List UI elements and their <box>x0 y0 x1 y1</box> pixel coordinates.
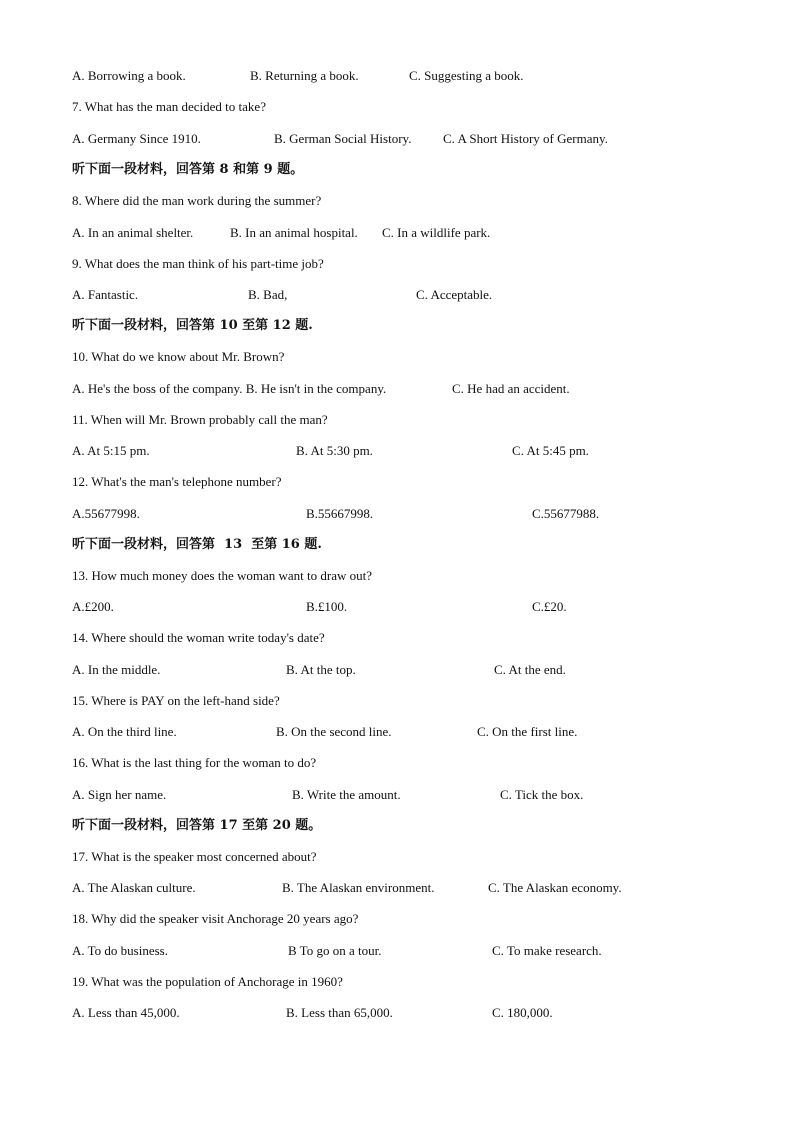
option-b: B. On the second line. <box>276 724 392 739</box>
question-12: 12. What's the man's telephone number? <box>72 474 282 489</box>
option-a: A. On the third line. <box>72 724 177 739</box>
question-8: 8. Where did the man work during the summer? <box>72 193 322 208</box>
option-a: A. Sign her name. <box>72 787 167 802</box>
option-c: C. A Short History of Germany. <box>443 131 608 146</box>
section-heading: 听下面一段材料，回答第 13 至第 16 题. <box>72 537 322 552</box>
option-b: B. Write the amount. <box>292 787 401 802</box>
question-19: 19. What was the population of Anchorage in 1960? <box>72 974 343 989</box>
option-c: C.55677988. <box>532 506 600 521</box>
section-heading: 听下面一段材料，回答第 17 至第 20 题。 <box>72 818 322 833</box>
question-17: 17. What is the speaker most concerned about? <box>72 849 317 864</box>
question-14: 14. Where should the woman write today's date? <box>72 630 325 645</box>
question-7: 7. What has the man decided to take? <box>72 99 266 114</box>
option-b: B. In an animal hospital. <box>230 225 358 240</box>
option-b: B. At the top. <box>286 662 356 677</box>
option-b: B. Bad, <box>248 287 288 302</box>
option-a: A. In the middle. <box>72 662 161 677</box>
option-c: C. He had an accident. <box>452 381 570 396</box>
option-c: C. In a wildlife park. <box>382 225 491 240</box>
option-b: B. German Social History. <box>274 131 412 146</box>
option-b: B. Less than 65,000. <box>286 1005 393 1020</box>
option-c: C. At 5:45 pm. <box>512 443 589 458</box>
option-b: B. At 5:30 pm. <box>296 443 373 458</box>
option-b: B.£100. <box>306 599 348 614</box>
option-c: C.£20. <box>532 599 567 614</box>
option-a: A. In an animal shelter. <box>72 225 194 240</box>
option-c: C. Acceptable. <box>416 287 493 302</box>
question-18: 18. Why did the speaker visit Anchorage 20 years ago? <box>72 911 359 926</box>
option-a: A. Less than 45,000. <box>72 1005 180 1020</box>
question-9: 9. What does the man think of his part-time job? <box>72 256 324 271</box>
option-c: C. The Alaskan economy. <box>488 880 622 895</box>
option-b: B.55667998. <box>306 506 374 521</box>
section-heading: 听下面一段材料，回答第 8 和第 9 题。 <box>72 162 304 177</box>
question-13: 13. How much money does the woman want to draw out? <box>72 568 373 583</box>
option-a: A. Fantastic. <box>72 287 139 302</box>
option-b: B To go on a tour. <box>288 943 382 958</box>
question-15: 15. Where is PAY on the left-hand side? <box>72 693 280 708</box>
option-c: C. 180,000. <box>492 1005 553 1020</box>
option-c: C. At the end. <box>494 662 566 677</box>
option-a: A. At 5:15 pm. <box>72 443 150 458</box>
option-c: C. Tick the box. <box>500 787 584 802</box>
question-16: 16. What is the last thing for the woman to do? <box>72 755 317 770</box>
option-a: A. Germany Since 1910. <box>72 131 201 146</box>
option-c: C. Suggesting a book. <box>409 68 524 83</box>
option-a: A. The Alaskan culture. <box>72 880 196 895</box>
option-a: A.55677998. <box>72 506 140 521</box>
option-a: A.£200. <box>72 599 114 614</box>
option-a: A. To do business. <box>72 943 168 958</box>
option-c: C. On the first line. <box>477 724 578 739</box>
question-10: 10. What do we know about Mr. Brown? <box>72 349 285 364</box>
option-c: C. To make research. <box>492 943 602 958</box>
question-11: 11. When will Mr. Brown probably call the man? <box>72 412 328 427</box>
option-b: B. Returning a book. <box>250 68 359 83</box>
option-a-b: A. He's the boss of the company. B. He isn't in the company. <box>72 381 387 396</box>
option-a: A. Borrowing a book. <box>72 68 186 83</box>
option-b: B. The Alaskan environment. <box>282 880 435 895</box>
section-heading: 听下面一段材料，回答第 10 至第 12 题. <box>72 318 313 333</box>
